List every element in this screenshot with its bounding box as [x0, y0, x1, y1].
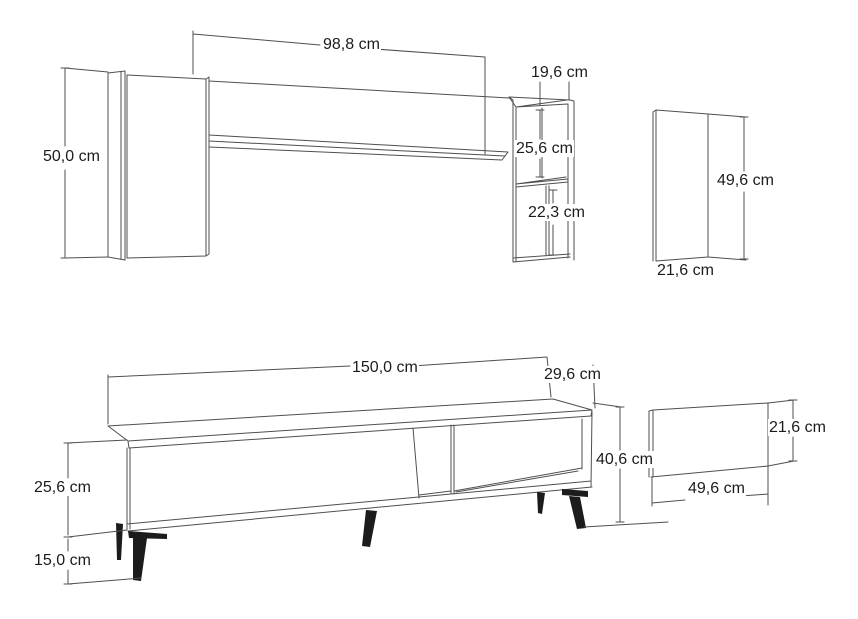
dim-label-tower-width: 19,6 cm — [531, 64, 588, 81]
side-panel-top-drawing — [653, 110, 708, 261]
dim-line-tower-bottom-opening — [549, 190, 557, 255]
dim-label-panel-height-top: 49,6 cm — [717, 172, 774, 189]
dim-label-tower-bottom-opening: 22,3 cm — [528, 204, 585, 221]
dim-label-panel-width-top: 21,6 cm — [657, 262, 714, 279]
leg-left-back — [116, 523, 123, 560]
dim-line-stand-width — [108, 357, 551, 424]
top-dimension-lines — [61, 31, 748, 260]
leg-left-front — [133, 537, 147, 581]
dim-label-stand-leg-height: 15,0 cm — [34, 552, 91, 569]
dim-label-panel-width-bottom: 49,6 cm — [688, 480, 745, 497]
leg-right-back — [537, 492, 545, 514]
wall-shelf-drawing — [209, 81, 509, 160]
dim-label-shelf-length: 98,8 cm — [323, 36, 380, 53]
dim-label-tower-top-opening: 25,6 cm — [516, 140, 573, 157]
dim-label-panel-height-bottom: 21,6 cm — [769, 419, 826, 436]
leg-right-front-plate — [562, 489, 588, 497]
dim-label-stand-width: 150,0 cm — [352, 359, 418, 376]
shelf-tower-drawing — [509, 97, 574, 262]
dim-label-stand-body-height: 25,6 cm — [34, 479, 91, 496]
dim-label-cabinet-height: 50,0 cm — [43, 148, 100, 165]
wall-cabinet-drawing — [108, 71, 209, 260]
dim-label-stand-total-height: 40,6 cm — [596, 451, 653, 468]
leg-middle — [362, 510, 377, 547]
leg-right-front — [569, 496, 586, 529]
dim-label-stand-depth: 29,6 cm — [544, 366, 601, 383]
bottom-dimension-lines — [64, 357, 797, 584]
side-panel-bottom-drawing — [649, 403, 768, 477]
tv-stand-drawing — [108, 399, 592, 581]
